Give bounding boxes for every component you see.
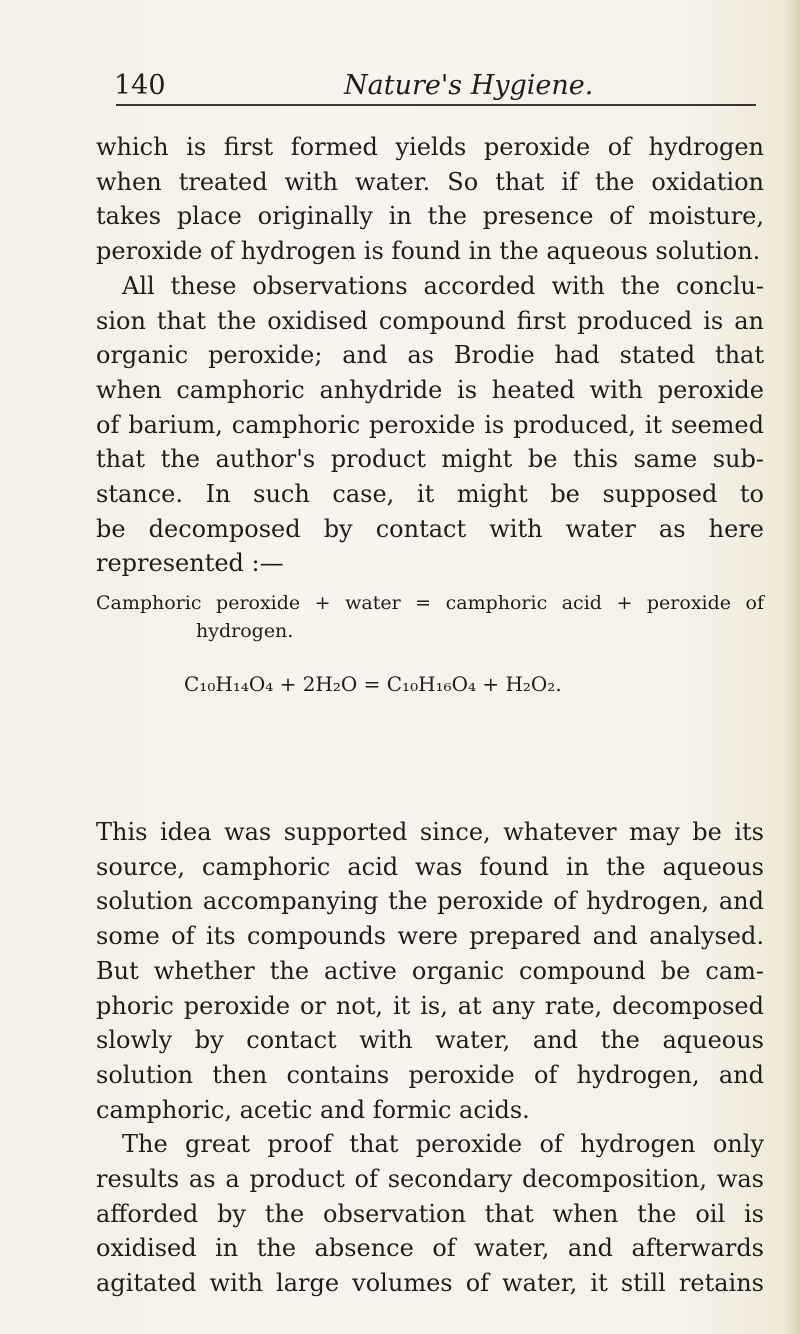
text-line: be decomposed by contact with water as here [96,514,764,543]
text-line: This idea was supported since, whatever may be its [96,818,764,846]
text-line: phoric peroxide or not, it is, at any rate, decomposed [96,991,764,1020]
text-line: afforded by the observation that when the oil is [96,1199,764,1228]
text-line: represented :— [96,549,284,578]
body-text-upper [96,130,764,581]
text-line: that the author's product might be this same sub- [96,445,764,474]
running-title: Nature's Hygiene. [344,70,594,101]
text-line: organic peroxide; and as Brodie had stated that [96,341,764,370]
text-line: slowly by contact with water, and the aqueous [96,1026,764,1055]
text-line: stance. In such case, it might be supposed to [96,480,764,509]
equation-words [96,590,764,617]
text-line: But whether the active organic compound be cam- [96,956,764,985]
text-line: oxidised in the absence of water, and afterwards [96,1234,764,1263]
body-text-lower [96,815,764,1301]
text-line: peroxide of hydrogen is found in the aqueous solution. [96,237,761,266]
text-line: sion that the oxidised compound first produced is an [96,306,764,335]
text-line: source, camphoric acid was found in the aqueous [96,852,764,881]
text-line: of barium, camphoric peroxide is produced, it seemed [96,410,764,439]
text-line: camphoric, acetic and formic acids. [96,1095,530,1124]
text-line: which is first formed yields peroxide of hydrogen [96,133,764,161]
text-line: solution then contains peroxide of hydrogen, and [96,1060,764,1089]
text-line: when treated with water. So that if the oxidation [96,167,764,196]
text-line: agitated with large volumes of water, it still retains [96,1269,764,1298]
text-line: The great proof that peroxide of hydrogen only [122,1130,764,1159]
text-line: takes place originally in the presence of moisture, [96,202,764,231]
page-header [114,64,694,108]
page-number: 140 [114,70,166,101]
text-line: some of its compounds were prepared and analysed. [96,922,764,951]
text-line: when camphoric anhydride is heated with peroxide [96,375,764,404]
text-line: All these observations accorded with the conclu- [122,271,764,300]
text-line: solution accompanying the peroxide of hydrogen, and [96,887,764,916]
equation-words-line: Camphoric peroxide + water = camphoric acid + peroxide of [96,592,764,614]
equation-words-continuation: hydrogen. [196,620,294,642]
page-edge-shadow [782,0,800,1334]
chemical-formula: C₁₀H₁₄O₄ + 2H₂O = C₁₀H₁₆O₄ + H₂O₂. [184,672,562,696]
header-rule [116,104,756,106]
text-line: results as a product of secondary decomposition, was [96,1165,764,1194]
